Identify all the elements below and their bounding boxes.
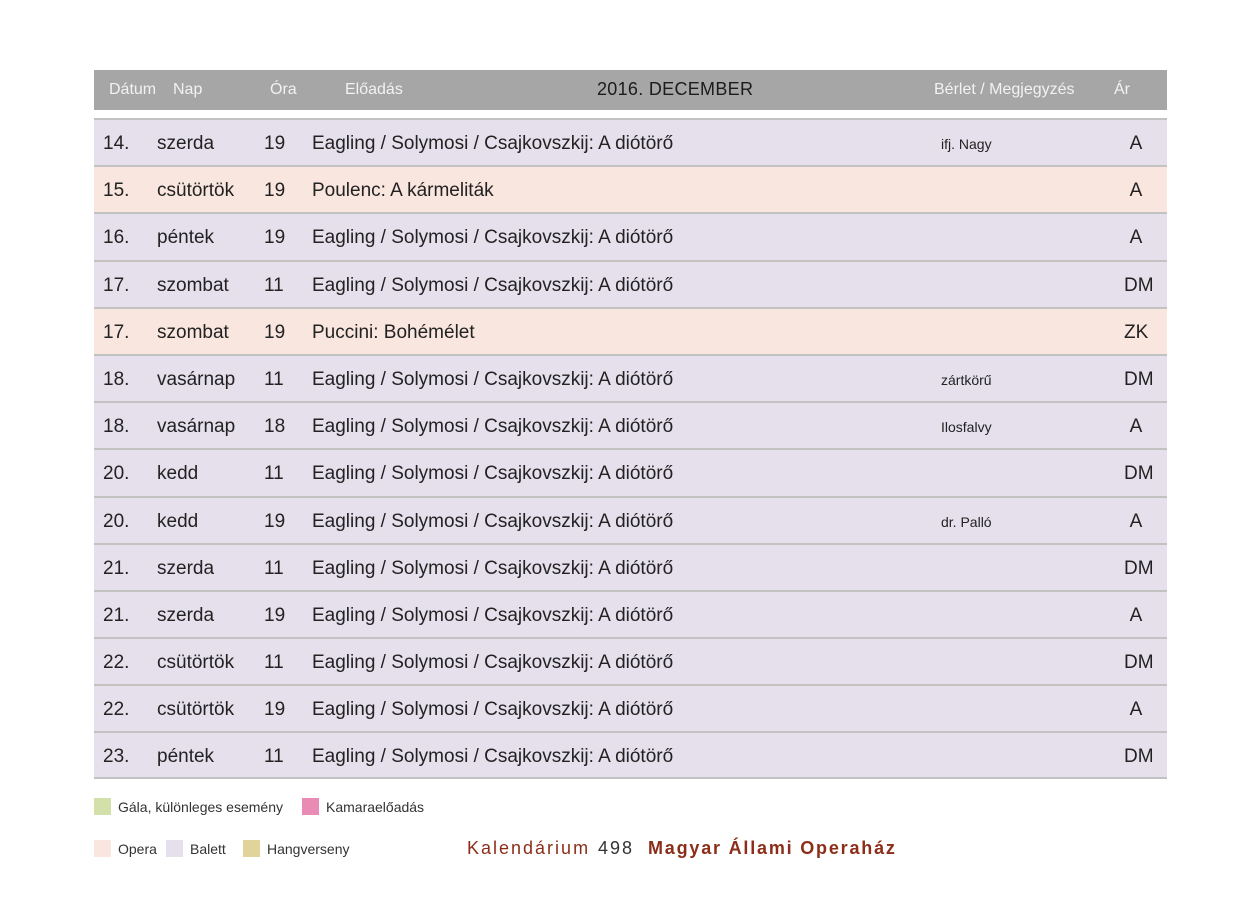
- legend-chamber-label: Kamaraelőadás: [326, 799, 425, 815]
- header-performance: Előadás: [345, 81, 403, 98]
- row-performance: Eagling / Solymosi / Csajkovszkij: A diótörő: [312, 604, 674, 626]
- legend-ballet: [166, 840, 226, 857]
- row-price: DM: [1124, 274, 1154, 296]
- row-day: kedd: [157, 510, 199, 532]
- row-performance: Eagling / Solymosi / Csajkovszkij: A diótörő: [312, 463, 674, 485]
- row-price: DM: [1124, 463, 1154, 485]
- table-row: [94, 637, 1167, 684]
- schedule-table: [94, 118, 1167, 779]
- header-price: Ár: [1114, 81, 1130, 98]
- row-date: 23.: [103, 746, 130, 768]
- row-hour: 19: [264, 510, 286, 532]
- table-header: [94, 70, 1167, 110]
- row-performance: Puccini: Bohémélet: [312, 321, 475, 343]
- row-date: 20.: [103, 463, 130, 485]
- row-date: 22.: [103, 699, 130, 721]
- row-day: szerda: [157, 557, 215, 579]
- row-note: zártkörű: [941, 371, 992, 388]
- row-price: DM: [1124, 746, 1154, 768]
- legend-ballet-label: Balett: [190, 841, 226, 857]
- legend-opera-label: Opera: [118, 841, 157, 857]
- legend-concert: [243, 840, 350, 857]
- header-date: Dátum: [109, 81, 157, 98]
- row-hour: 11: [264, 557, 284, 579]
- row-date: 21.: [103, 604, 130, 626]
- legend-opera: [94, 840, 157, 857]
- legend-concert-label: Hangverseny: [267, 841, 350, 857]
- row-price: A: [1129, 227, 1143, 249]
- row-date: 21.: [103, 557, 130, 579]
- row-performance: Eagling / Solymosi / Csajkovszkij: A diótörő: [312, 510, 674, 532]
- row-day: péntek: [157, 746, 215, 768]
- row-performance: Eagling / Solymosi / Csajkovszkij: A diótörő: [312, 652, 674, 674]
- row-price: A: [1129, 180, 1143, 202]
- row-day: kedd: [157, 463, 199, 485]
- row-performance: Poulenc: A kármeliták: [312, 180, 494, 202]
- row-price: A: [1129, 510, 1143, 532]
- row-price: A: [1129, 416, 1143, 438]
- row-performance: Eagling / Solymosi / Csajkovszkij: A diótörő: [312, 227, 674, 249]
- footer-organization: Magyar Állami Operaház: [648, 838, 897, 858]
- row-hour: 19: [264, 321, 286, 343]
- table-row: [94, 448, 1167, 495]
- row-note: ifj. Nagy: [941, 136, 992, 152]
- row-hour: 11: [264, 274, 284, 296]
- footer-calendar: Kalendárium: [467, 838, 591, 858]
- ballet-swatch: [166, 840, 183, 857]
- table-row: [94, 260, 1167, 307]
- row-date: 17.: [103, 274, 130, 296]
- header-hour: Óra: [270, 81, 297, 98]
- row-day: szerda: [157, 133, 215, 154]
- row-performance: Eagling / Solymosi / Csajkovszkij: A diótörő: [312, 133, 674, 154]
- row-day: szombat: [157, 274, 229, 296]
- row-day: vasárnap: [157, 416, 236, 438]
- row-day: csütörtök: [157, 652, 235, 674]
- row-hour: 19: [264, 699, 286, 721]
- row-performance: Eagling / Solymosi / Csajkovszkij: A diótörő: [312, 746, 674, 768]
- table-row: [94, 496, 1167, 543]
- table-row: [94, 684, 1167, 731]
- page-title: 2016. DECEMBER: [597, 79, 754, 99]
- row-day: csütörtök: [157, 699, 235, 721]
- row-hour: 19: [264, 227, 286, 249]
- table-row: [94, 118, 1167, 165]
- page-number: 498: [598, 838, 635, 858]
- table-row: [94, 307, 1167, 354]
- table-row: [94, 543, 1167, 590]
- row-performance: Eagling / Solymosi / Csajkovszkij: A diótörő: [312, 557, 674, 579]
- row-price: ZK: [1124, 321, 1149, 343]
- row-note: Ilosfalvy: [941, 419, 992, 436]
- row-price: DM: [1124, 557, 1154, 579]
- legend-chamber: [302, 798, 424, 815]
- table-row: [94, 401, 1167, 448]
- row-hour: 19: [264, 604, 286, 626]
- row-day: csütörtök: [157, 180, 235, 202]
- row-date: 18.: [103, 416, 130, 438]
- row-date: 22.: [103, 652, 130, 674]
- table-row: [94, 590, 1167, 637]
- row-day: szombat: [157, 321, 229, 343]
- row-performance: Eagling / Solymosi / Csajkovszkij: A diótörő: [312, 368, 674, 390]
- chamber-swatch: [302, 798, 319, 815]
- header-day: Nap: [173, 81, 203, 98]
- row-hour: 19: [264, 133, 286, 154]
- row-performance: Eagling / Solymosi / Csajkovszkij: A diótörő: [312, 416, 674, 438]
- concert-swatch: [243, 840, 260, 857]
- row-price: DM: [1124, 368, 1154, 390]
- opera-swatch: [94, 840, 111, 857]
- row-price: A: [1129, 604, 1143, 626]
- row-date: 18.: [103, 368, 130, 390]
- row-performance: Eagling / Solymosi / Csajkovszkij: A diótörő: [312, 699, 674, 721]
- row-hour: 19: [264, 180, 286, 202]
- row-date: 14.: [103, 133, 130, 154]
- row-price: A: [1129, 133, 1143, 154]
- row-price: DM: [1124, 652, 1154, 674]
- row-hour: 11: [264, 368, 284, 390]
- row-day: vasárnap: [157, 368, 236, 390]
- row-hour: 18: [264, 416, 286, 438]
- table-row: [94, 731, 1167, 778]
- row-price: A: [1129, 699, 1143, 721]
- row-day: szerda: [157, 604, 215, 626]
- table-row: [94, 165, 1167, 212]
- table-row: [94, 354, 1167, 401]
- row-hour: 11: [264, 746, 284, 768]
- row-hour: 11: [264, 652, 284, 674]
- row-date: 15.: [103, 180, 130, 202]
- legend-gala-label: Gála, különleges esemény: [118, 799, 283, 815]
- row-hour: 11: [264, 463, 284, 485]
- row-date: 16.: [103, 227, 130, 249]
- row-performance: Eagling / Solymosi / Csajkovszkij: A diótörő: [312, 274, 674, 296]
- row-note: dr. Palló: [941, 513, 992, 530]
- row-date: 17.: [103, 321, 130, 343]
- table-row: [94, 212, 1167, 259]
- header-note: Bérlet / Megjegyzés: [934, 81, 1075, 98]
- legend-gala: [94, 798, 283, 815]
- gala-swatch: [94, 798, 111, 815]
- row-day: péntek: [157, 227, 215, 249]
- row-date: 20.: [103, 510, 130, 532]
